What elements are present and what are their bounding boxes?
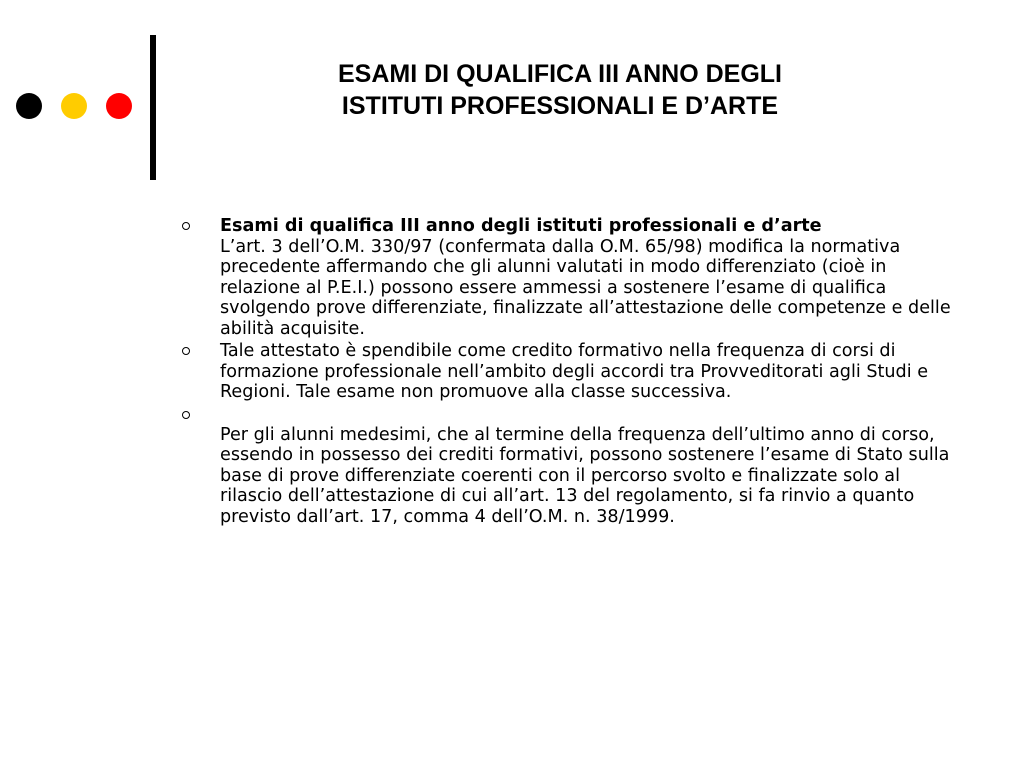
black-dot — [16, 93, 42, 119]
bullet-item-1 — [182, 216, 952, 339]
bullet-heading: Esami di qualifica III anno degli istituti professionali e d’arte — [220, 216, 822, 236]
bullet-text: Per gli alunni medesimi, che al termine della frequenza dell’ultimo anno di corso, essendo in possesso dei crediti formativi, possono sostenere l’esame di Stato sulla base di prove differenziate coerenti con il percorso svolto e finalizzate solo al rilascio dell’attestazione di cui all’art. 13 del regolamento, si fa rinvio a quanto previsto dall’art. 17, comma 4 dell’O.M. n. 38/1999. — [220, 424, 950, 527]
bullet-list — [182, 216, 952, 529]
slide-title: ESAMI DI QUALIFICA III ANNO DEGLI ISTITUTI PROFESSIONALI E D’ARTE — [338, 60, 782, 120]
bullet-item-3 — [182, 405, 952, 528]
title-divider-bar — [150, 35, 156, 180]
bullet-marker — [182, 347, 190, 355]
bullet-blank-line — [220, 405, 952, 425]
yellow-dot — [61, 93, 87, 119]
bullet-text: L’art. 3 dell’O.M. 330/97 (confermata dalla O.M. 65/98) modifica la normativa precedente affermando che gli alunni valutati in modo differenziato (cioè in relazione al P.E.I.) possono essere ammessi a sostenere l’esame di qualifica svolgendo prove differenziate, finalizzate all’attestazione delle competenze e delle abilità acquisite. — [220, 236, 951, 339]
bullet-text: Tale attestato è spendibile come credito formativo nella frequenza di corsi di formazione professionale nell’ambito degli accordi tra Provveditorati agli Studi e Regioni. Tale esame non promuove alla classe successiva. — [220, 341, 929, 402]
red-dot — [106, 93, 132, 119]
bullet-item-2 — [182, 341, 952, 403]
bullet-marker — [182, 222, 190, 230]
bullet-marker — [182, 411, 190, 419]
decorative-dots — [16, 93, 136, 121]
